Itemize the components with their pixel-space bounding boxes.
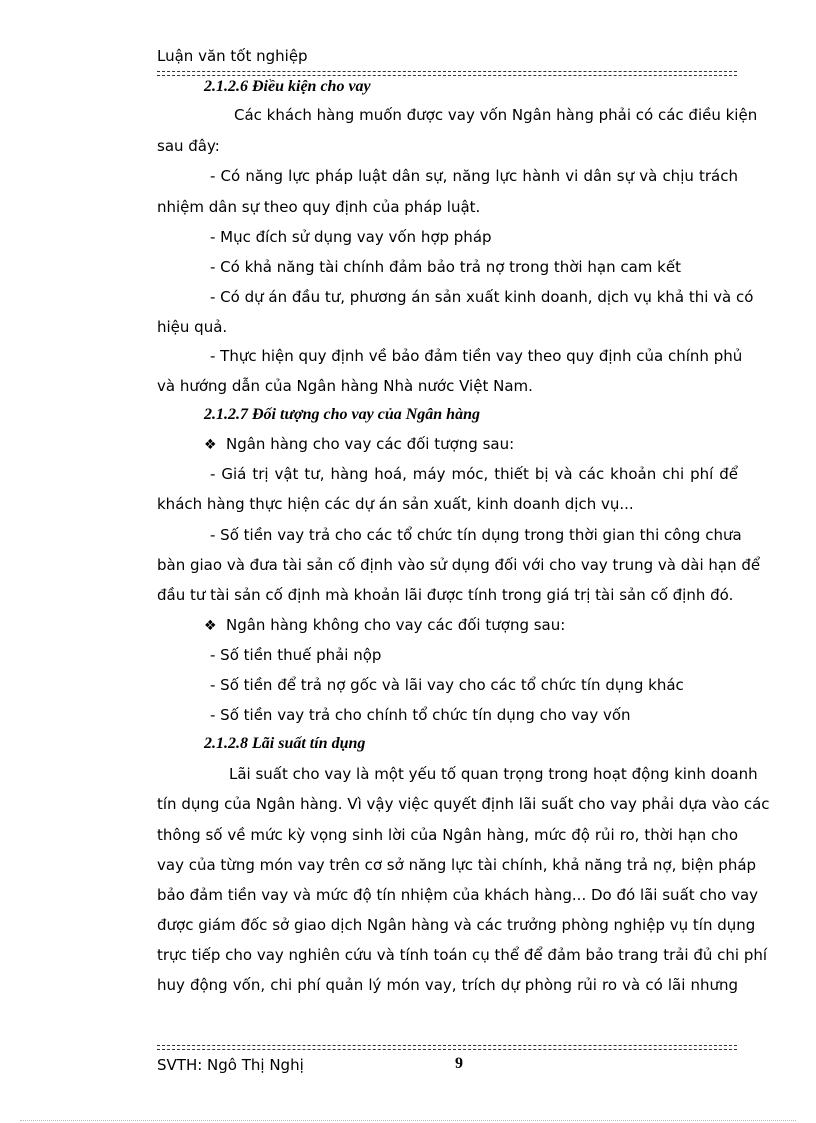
diamond-bullet-icon: ❖ (204, 437, 217, 453)
paragraph-line: thông số về mức kỳ vọng sinh lời của Ngân hàng, mức độ rủi ro, thời hạn cho (157, 826, 738, 844)
paragraph-line: khách hàng thực hiện các dự án sản xuất, kinh doanh dịch vụ... (157, 495, 634, 513)
section-heading: 2.1.2.8 Lãi suất tín dụng (204, 735, 366, 752)
footer-rule (157, 1049, 737, 1050)
paragraph-line: nhiệm dân sự theo quy định của pháp luật. (157, 198, 481, 216)
paragraph-line: bảo đảm tiền vay và mức độ tín nhiệm của khách hàng... Do đó lãi suất cho vay (157, 886, 759, 904)
paragraph-line: Lãi suất cho vay là một yếu tố quan trọng trong hoạt động kinh doanh (229, 765, 758, 783)
list-item: - Số tiền để trả nợ gốc và lãi vay cho các tổ chức tín dụng khác (210, 676, 684, 694)
paragraph-line: đầu tư tài sản cố định mà khoản lãi được tính trong giá trị tài sản cố định đó. (157, 586, 734, 604)
paragraph-line: và hướng dẫn của Ngân hàng Nhà nước Việt Nam. (157, 377, 533, 395)
header-rule (157, 75, 737, 76)
paragraph-line: huy động vốn, chi phí quản lý món vay, trích dự phòng rủi ro và có lãi nhưng (157, 976, 738, 994)
paragraph-line: - Giá trị vật tư, hàng hoá, máy móc, thiết bị và các khoản chi phí để (210, 465, 738, 483)
bullet-text: Ngân hàng không cho vay các đối tượng sau: (226, 616, 566, 634)
paragraph-line: - Thực hiện quy định về bảo đảm tiền vay theo quy định của chính phủ (210, 347, 743, 365)
paragraph-line: bàn giao và đưa tài sản cố định vào sử dụng đối với cho vay trung và dài hạn để (157, 556, 761, 574)
paragraph-line: Các khách hàng muốn được vay vốn Ngân hàng phải có các điều kiện (234, 106, 758, 124)
paragraph-line: sau đây: (157, 137, 220, 155)
page-number: 9 (455, 1055, 463, 1072)
paragraph-line: vay của từng món vay trên cơ sở năng lực tài chính, khả năng trả nợ, biện pháp (157, 856, 757, 874)
paragraph-line: tín dụng của Ngân hàng. Vì vậy việc quyết định lãi suất cho vay phải dựa vào các (157, 795, 770, 813)
paragraph-line: trực tiếp cho vay nghiên cứu và tính toán cụ thể để đảm bảo trang trải đủ chi phí (157, 946, 768, 964)
footer-student-name: SVTH: Ngô Thị Nghị (157, 1056, 304, 1074)
header-title: Luận văn tốt nghiệp (157, 47, 308, 65)
header-rule (157, 71, 737, 72)
section-heading: 2.1.2.7 Đối tượng cho vay của Ngân hàng (204, 406, 480, 423)
list-item: - Số tiền vay trả cho chính tổ chức tín dụng cho vay vốn (210, 706, 631, 724)
bullet-text: Ngân hàng cho vay các đối tượng sau: (226, 435, 515, 453)
diamond-bullet-icon: ❖ (204, 618, 217, 634)
paragraph-line: được giám đốc sở giao dịch Ngân hàng và các trưởng phòng nghiệp vụ tín dụng (157, 916, 756, 934)
bullet-item (204, 435, 785, 454)
section-heading: 2.1.2.6 Điều kiện cho vay (204, 78, 371, 95)
footer-rule (157, 1045, 737, 1046)
bullet-item (204, 616, 785, 635)
paragraph-line: hiệu quả. (157, 318, 228, 336)
list-item: - Mục đích sử dụng vay vốn hợp pháp (210, 228, 492, 246)
paragraph-line: - Có dự án đầu tư, phương án sản xuất kinh doanh, dịch vụ khả thi và có (210, 288, 754, 306)
paragraph-line: - Có năng lực pháp luật dân sự, năng lực hành vi dân sự và chịu trách (210, 167, 738, 185)
page-edge-divider (20, 1120, 796, 1121)
paragraph-line: - Số tiền vay trả cho các tổ chức tín dụng trong thời gian thi công chưa (210, 526, 742, 544)
list-item: - Có khả năng tài chính đảm bảo trả nợ trong thời hạn cam kết (210, 258, 681, 276)
list-item: - Số tiền thuế phải nộp (210, 646, 382, 664)
